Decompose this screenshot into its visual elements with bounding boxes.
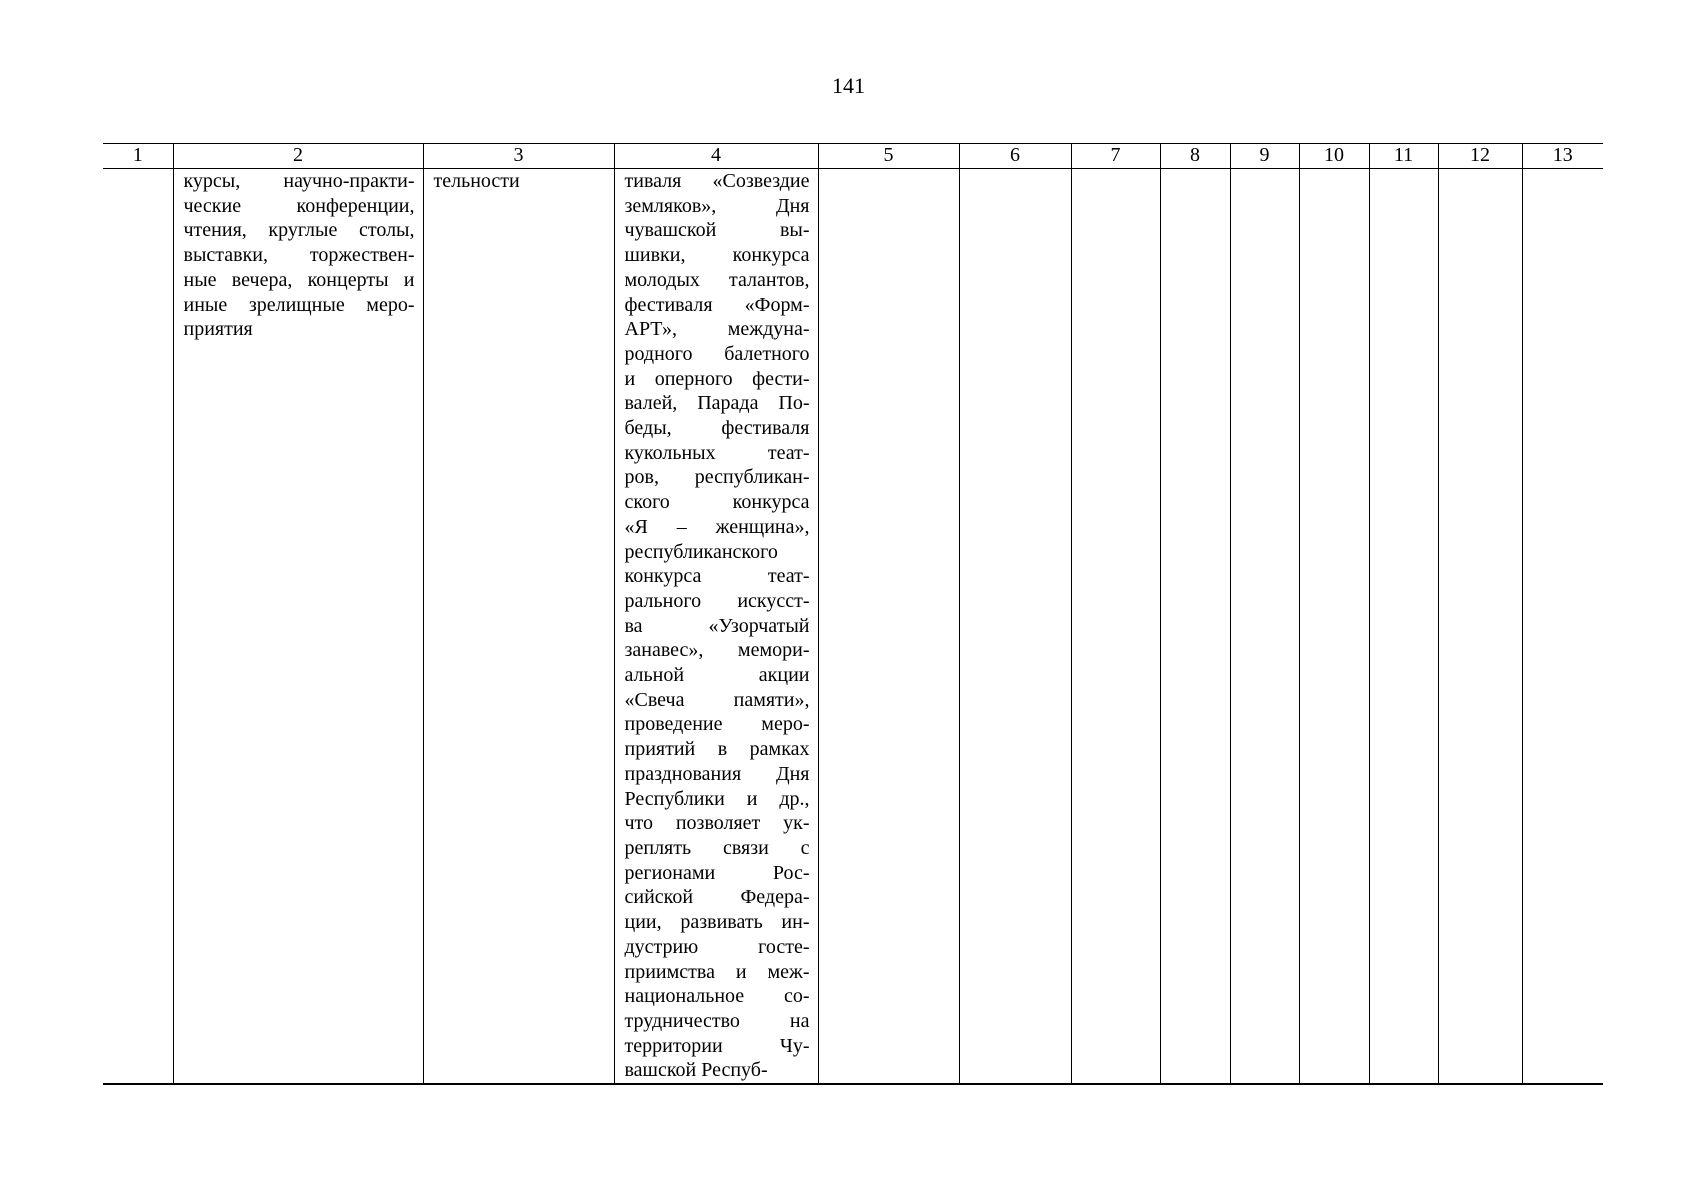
- cell-col-10: [1299, 169, 1369, 1085]
- cell-col-1: [103, 169, 173, 1085]
- cell-col-13: [1522, 169, 1603, 1085]
- cell-text-line: приимства и меж-: [624, 960, 810, 983]
- table-row: [103, 169, 1603, 1085]
- cell-text-line: приятий в рамках: [624, 738, 810, 761]
- cell-text-line: выставки, торжествен-: [183, 244, 415, 267]
- cell-text-line: альной акции: [624, 664, 810, 687]
- cell-text-line: фестиваля «Форм-: [624, 293, 810, 316]
- cell-text-line: занавес», мемори-: [624, 639, 810, 662]
- column-header-5: 5: [818, 144, 959, 169]
- cell-text-line: дустрию госте-: [624, 935, 810, 958]
- cell-text-line: вашской Респуб-: [624, 1059, 768, 1082]
- cell-col-5: [818, 169, 959, 1085]
- cell-text-line: родного балетного: [624, 342, 810, 365]
- cell-text-line: конкурса теат-: [624, 565, 810, 588]
- cell-col-12: [1438, 169, 1522, 1085]
- cell-text-line: иные зрелищные меро-: [183, 293, 415, 316]
- data-table: [103, 143, 1603, 1085]
- column-number-row: [103, 144, 1603, 169]
- cell-col-8: [1160, 169, 1230, 1085]
- cell-text-line: празднования Дня: [624, 762, 810, 785]
- cell-text-line: что позволяет ук-: [624, 812, 810, 835]
- cell-text-line: чтения, круглые столы,: [183, 219, 415, 242]
- column-header-10: 10: [1299, 144, 1369, 169]
- cell-col-6: [959, 169, 1071, 1085]
- cell-text-line: «Я – женщина»,: [624, 515, 810, 538]
- cell-text-line: трудничество на: [624, 1009, 810, 1032]
- cell-text-line: шивки, конкурса: [624, 244, 810, 267]
- cell-text-line: тельности: [433, 170, 520, 192]
- cell-text-line: регионами Рос-: [624, 861, 810, 884]
- cell-text-line: ров, республикан-: [624, 466, 810, 489]
- cell-text-line: проведение меро-: [624, 713, 810, 736]
- cell-text-line: территории Чу-: [624, 1034, 810, 1057]
- column-header-12: 12: [1438, 144, 1522, 169]
- cell-text-line: ского конкурса: [624, 491, 810, 514]
- column-header-4: 4: [614, 144, 818, 169]
- cell-col-11: [1369, 169, 1438, 1085]
- cell-text-line: республиканского: [624, 540, 778, 563]
- cell-text-line: беды, фестиваля: [624, 417, 810, 440]
- cell-text-line: приятия: [183, 318, 253, 341]
- cell-col-3: [423, 169, 614, 1085]
- cell-text-line: земляков», Дня: [624, 194, 810, 217]
- column-header-6: 6: [959, 144, 1071, 169]
- cell-text-line: АРТ», междуна-: [624, 318, 810, 341]
- cell-text-line: ные вечера, концерты и: [183, 268, 415, 291]
- cell-text-line: ва «Узорчатый: [624, 614, 810, 637]
- cell-text-line: ческие конференции,: [183, 194, 415, 217]
- cell-col-4-text: [615, 169, 818, 1083]
- cell-text-line: Республики и др.,: [624, 787, 810, 810]
- cell-text-line: реплять связи с: [624, 836, 810, 859]
- cell-text-line: курсы, научно-практи-: [183, 170, 415, 192]
- cell-text-line: кукольных теат-: [624, 441, 810, 464]
- cell-text-line: тиваля «Созвездие: [624, 170, 810, 192]
- column-header-8: 8: [1160, 144, 1230, 169]
- column-header-13: 13: [1522, 144, 1603, 169]
- cell-col-4: [614, 169, 818, 1085]
- cell-col-2: [173, 169, 423, 1085]
- cell-text-line: молодых талантов,: [624, 268, 810, 291]
- cell-text-line: национальное со-: [624, 985, 810, 1008]
- page-number: 141: [832, 73, 865, 98]
- cell-text-line: и оперного фести-: [624, 367, 810, 390]
- cell-text-line: валей, Парада По-: [624, 392, 810, 415]
- cell-text-line: сийской Федера-: [624, 886, 810, 909]
- cell-text-line: чувашской вы-: [624, 219, 810, 242]
- cell-text-line: рального искусст-: [624, 589, 810, 612]
- cell-col-3-text: [424, 169, 614, 194]
- cell-col-9: [1230, 169, 1299, 1085]
- column-header-2: 2: [173, 144, 423, 169]
- column-header-9: 9: [1230, 144, 1299, 169]
- cell-col-2-text: [174, 169, 423, 342]
- cell-col-7: [1071, 169, 1160, 1085]
- cell-text-line: ции, развивать ин-: [624, 911, 810, 934]
- cell-text-line: «Свеча памяти»,: [624, 688, 810, 711]
- column-header-7: 7: [1071, 144, 1160, 169]
- column-header-11: 11: [1369, 144, 1438, 169]
- column-header-3: 3: [423, 144, 614, 169]
- column-header-1: 1: [103, 144, 173, 169]
